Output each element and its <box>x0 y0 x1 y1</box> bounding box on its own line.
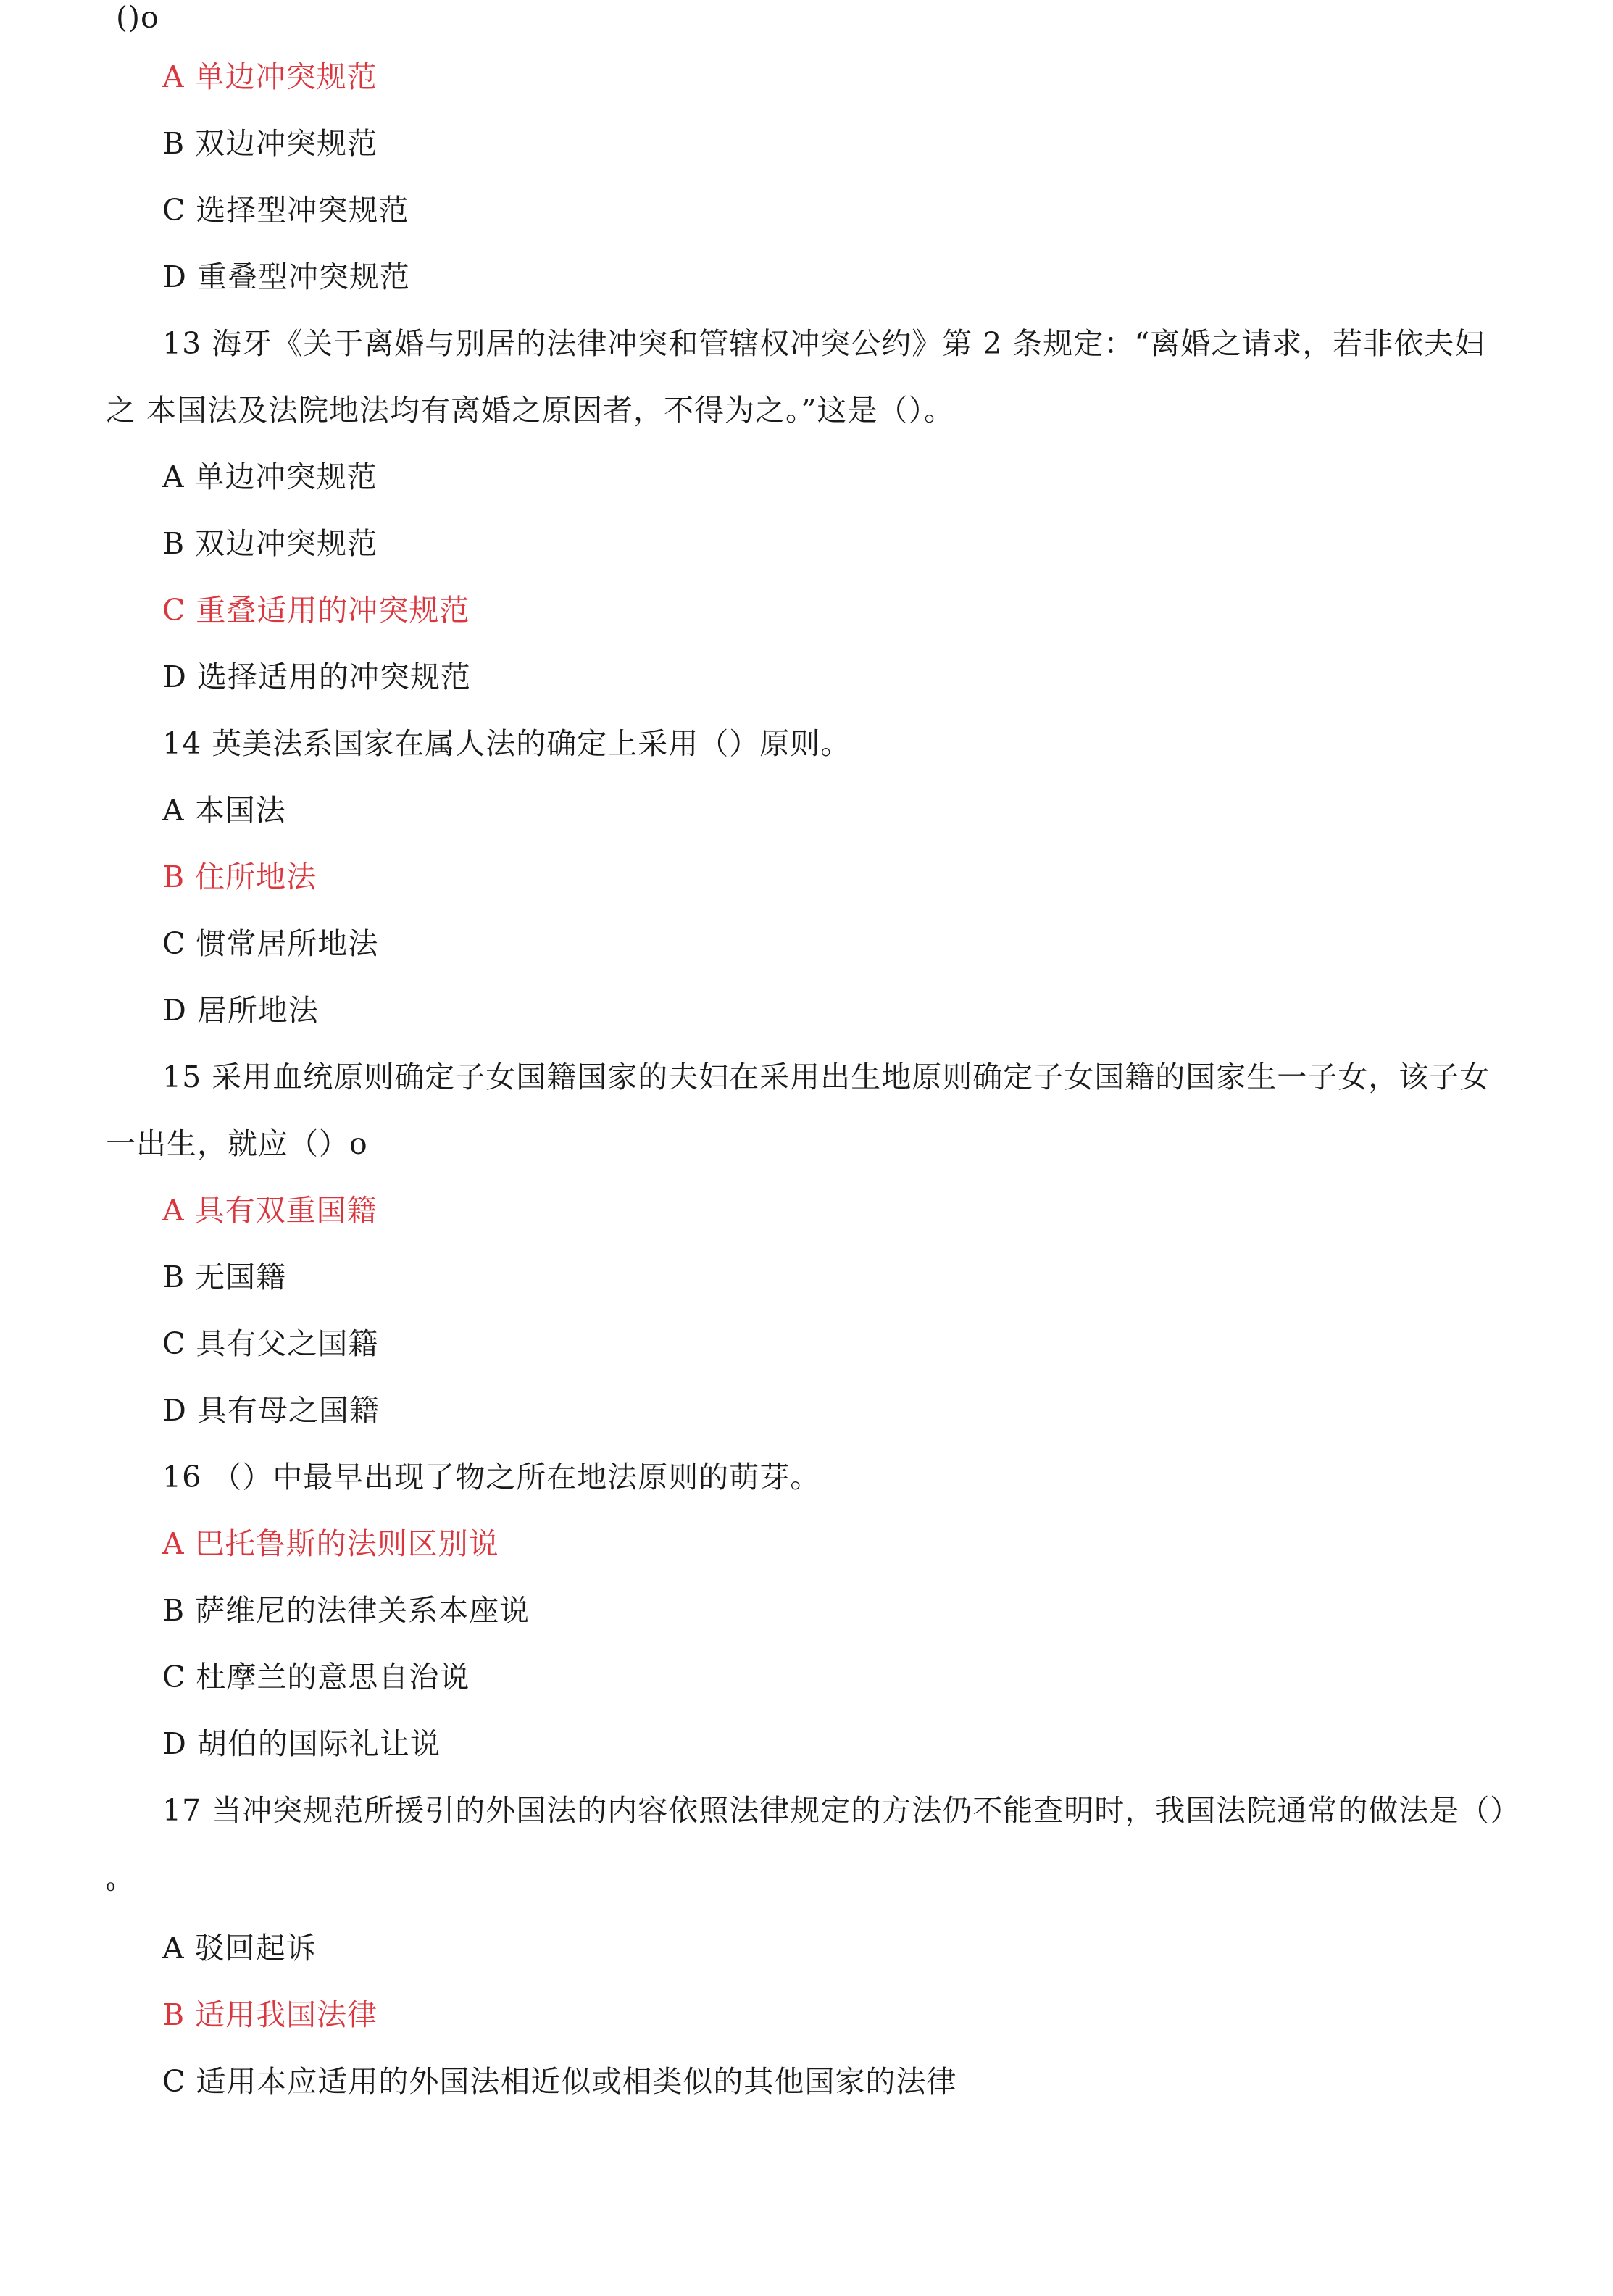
question-17-text-line2: o <box>106 1877 117 1895</box>
question-15-text-line2: 一出生，就应（）o <box>106 1126 368 1161</box>
question-15-option-b: B 无国籍 <box>162 1260 287 1294</box>
question-16-option-b: B 萨维尼的法律关系本座说 <box>162 1593 530 1628</box>
question-13-option-b: B 双边冲突规范 <box>162 526 378 561</box>
question-13-text-line2: 之 本国法及法院地法均有离婚之原因者，不得为之。”这是（）。 <box>106 393 954 428</box>
question-14-option-a: A 本国法 <box>162 793 286 828</box>
question-16-option-a: A 巴托鲁斯的法则区别说 <box>162 1526 499 1561</box>
question-15-option-c: C 具有父之国籍 <box>162 1326 379 1361</box>
question-12-option-b: B 双边冲突规范 <box>162 126 378 161</box>
question-14-text: 14 英美法系国家在属人法的确定上采用（）原则。 <box>162 726 851 761</box>
question-15-option-a: A 具有双重国籍 <box>162 1193 378 1228</box>
question-17-option-a: A 驳回起诉 <box>162 1931 317 1966</box>
question-17-option-b: B 适用我国法律 <box>162 1997 378 2032</box>
question-16-text: 16 （）中最早出现了物之所在地法原则的萌芽。 <box>162 1460 821 1494</box>
question-13-option-d: D 选择适用的冲突规范 <box>162 660 471 694</box>
question-15-option-d: D 具有母之国籍 <box>162 1393 380 1428</box>
question-16-option-d: D 胡伯的国际礼让说 <box>162 1726 441 1761</box>
question-17-text-line1: 17 当冲突规范所援引的外国法的内容依照法律规定的方法仍不能查明时，我国法院通常的做法是（） <box>162 1793 1521 1828</box>
question-14-option-b: B 住所地法 <box>162 860 317 894</box>
question-15-text-line1: 15 采用血统原则确定子女国籍国家的夫妇在采用出生地原则确定子女国籍的国家生一子女，该子女 <box>162 1060 1491 1094</box>
question-13-option-a: A 单边冲突规范 <box>162 459 378 494</box>
question-13-option-c: C 重叠适用的冲突规范 <box>162 593 470 628</box>
question-17-option-c: C 适用本应适用的外国法相近似或相类似的其他国家的法律 <box>162 2064 957 2099</box>
question-12-option-a: A 单边冲突规范 <box>162 59 378 94</box>
question-14-option-c: C 惯常居所地法 <box>162 926 379 961</box>
question-14-option-d: D 居所地法 <box>162 993 319 1028</box>
question-13-text-line1: 13 海牙《关于离婚与别居的法律冲突和管辖权冲突公约》第 2 条规定：“离婚之请求，若非依夫妇 <box>162 326 1485 361</box>
question-16-option-c: C 杜摩兰的意思自治说 <box>162 1660 470 1694</box>
question-12-option-d: D 重叠型冲突规范 <box>162 259 410 294</box>
question-12-option-c: C 选择型冲突规范 <box>162 193 409 228</box>
question-12-tail: ()o <box>116 0 159 35</box>
